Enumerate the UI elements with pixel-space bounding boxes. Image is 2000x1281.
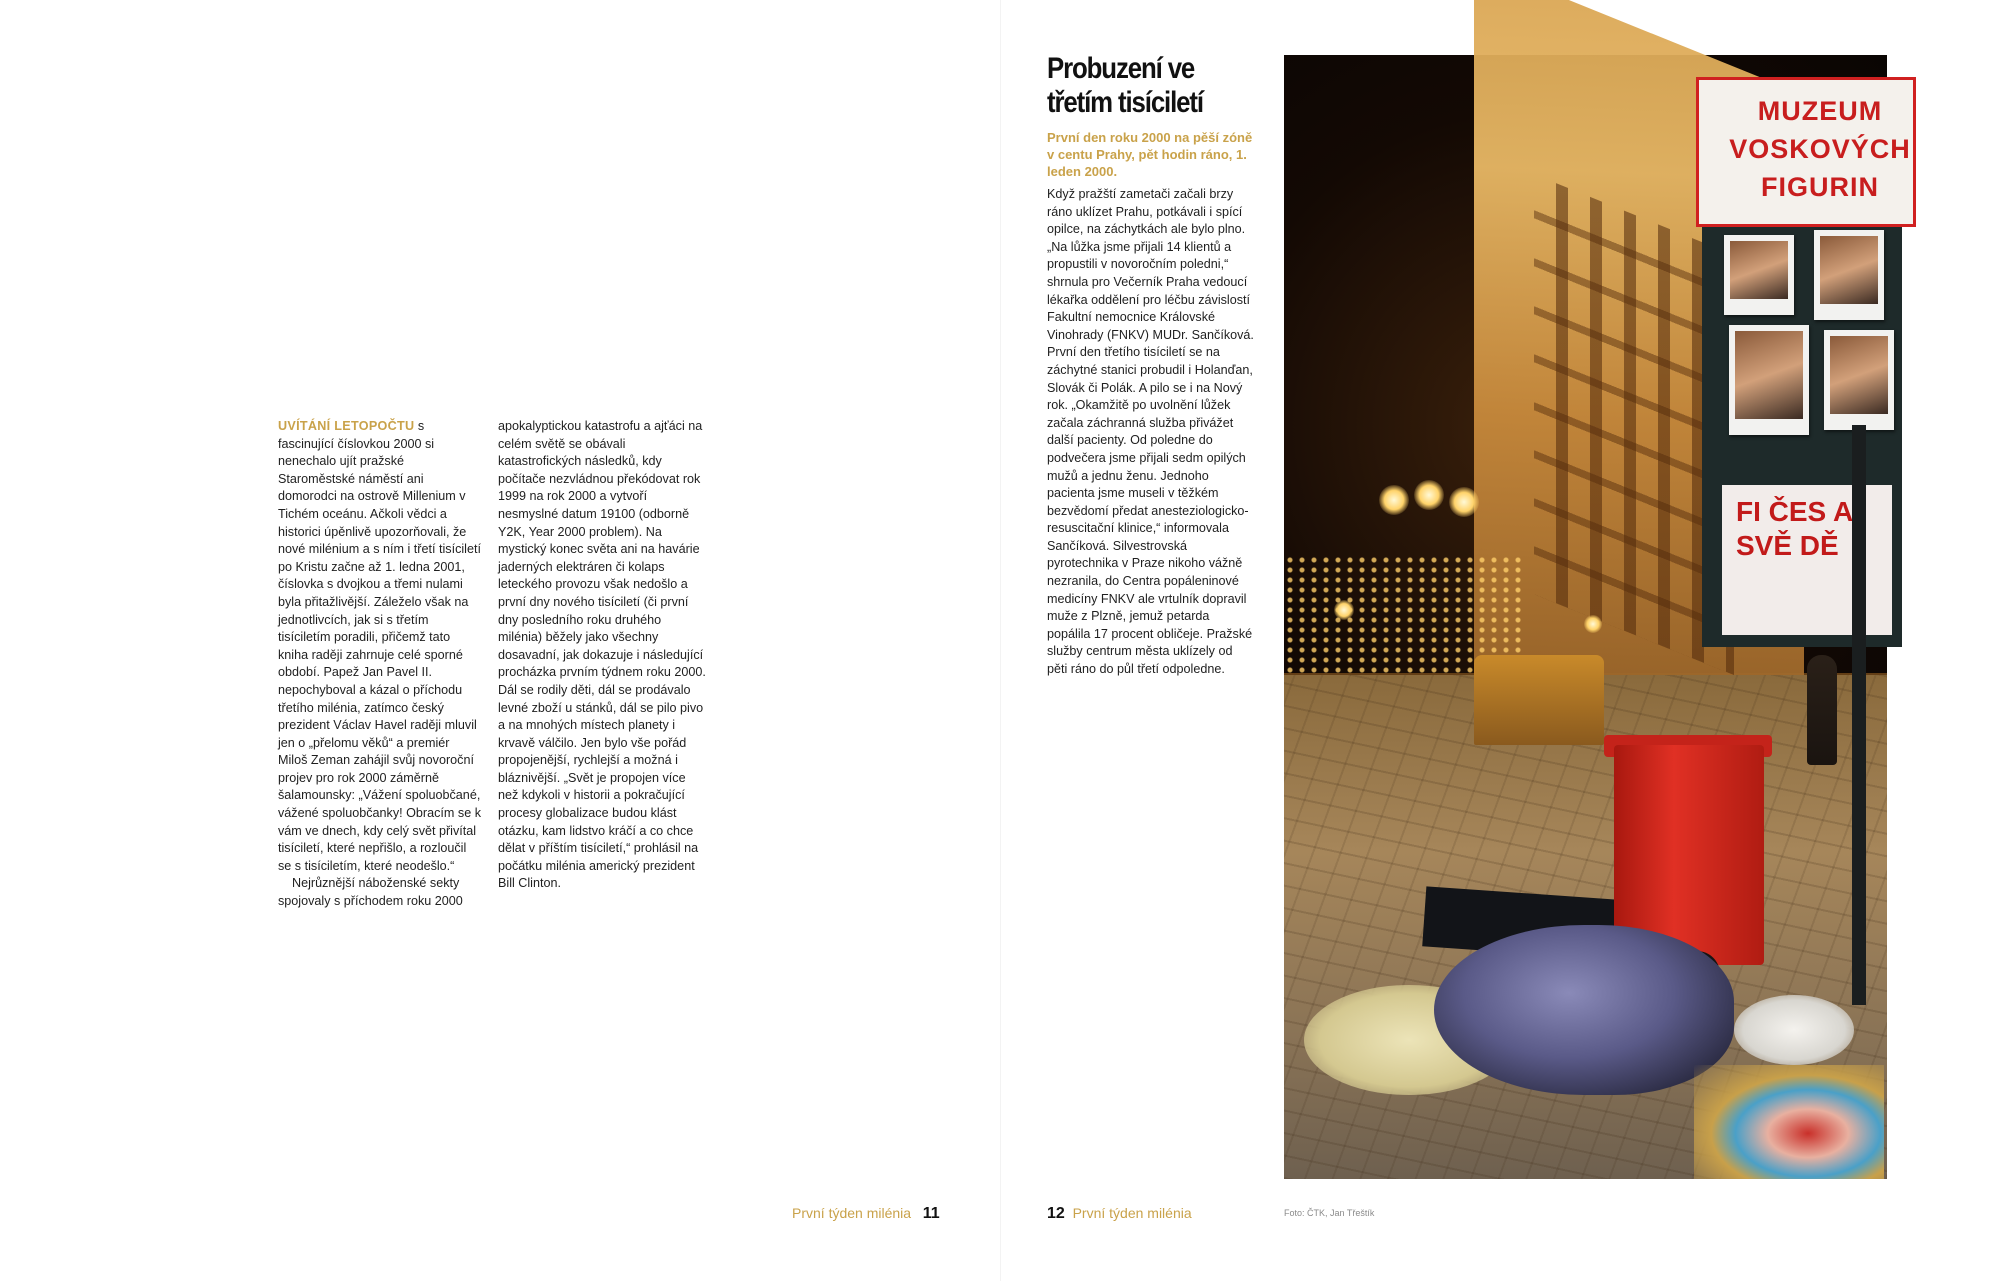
plastic-bag xyxy=(1734,995,1854,1065)
street-photo xyxy=(1284,55,1911,1179)
street-lamp xyxy=(1449,487,1479,517)
page-number: 11 xyxy=(922,1205,940,1222)
photo-card xyxy=(1814,230,1884,320)
article-title: Probuzení ve třetím tisíciletí xyxy=(1047,52,1203,119)
sleeping-man xyxy=(1434,925,1734,1095)
litter xyxy=(1694,1065,1884,1179)
spread-gutter xyxy=(1000,0,1001,1281)
photo-credit: Foto: ČTK, Jan Třeštík xyxy=(1284,1208,1375,1218)
photo-card xyxy=(1724,235,1794,315)
paragraph-2: Nejrůznější náboženské sekty spojovaly s příchodem roku 2000 xyxy=(278,876,463,909)
article-body: Když pražští zametači začali brzy ráno uklízet Prahu, potkávali i spící opilce, na záchytkách ale bylo plno. „Na lůžka jsme přijali 14 klientů a propustili v novoročním poledni,“ shrnula pro Večerník Praha vedoucí lékařka oddělení pro léčbu závislostí Fakultní nemocnice Královské Vinohrady (FNKV) MUDr. Sančíková. První den třetího tisíciletí se na záchytné stanici probudil i Holanďan, Slovák či Polák. A pilo se i na Nový rok. „Okamžitě po uvolnění lůžek začala záchranná služba přivážet další pacienty. Od poledne do podvečera jsme přijali sedm opilých mužů a jednu ženu. Jednoho pacienta jsme museli v těžkém bezvědomí předat anesteziologicko-resuscitační klinice,“ informovala Sančíková. Silvestrovská pyrotechnika v Praze nikoho vážně nezranila, do Centra popáleninové medicíny FNKV ale vrtulník dopravil muže z Plzně, jemuž petarda popálila 17 procent obličeje. Pražské služby centrum města uklízely od pěti ráno do půl třetí odpoledne. xyxy=(1047,187,1254,677)
folio-label: První týden milénia xyxy=(792,1205,912,1221)
paragraph-1 xyxy=(278,418,482,875)
photo-card xyxy=(1824,330,1894,430)
folio-right xyxy=(1047,1203,1192,1224)
museum-sign xyxy=(1696,77,1916,227)
runin-heading: UVÍTÁNÍ LETOPOČTU xyxy=(278,419,415,433)
folio-label: První týden milénia xyxy=(1072,1205,1192,1221)
street-lamp xyxy=(1584,615,1602,633)
pedestrian xyxy=(1807,655,1837,765)
red-poster-text: FI ČES A SVĚ DĚ xyxy=(1736,496,1853,561)
cleaning-truck xyxy=(1474,655,1604,745)
page-number: 12 xyxy=(1047,1205,1065,1222)
left-column-1 xyxy=(278,418,482,911)
folio-left xyxy=(792,1203,940,1224)
photo-card xyxy=(1729,325,1809,435)
right-column xyxy=(1047,186,1255,679)
museum-sign-text: MUZEUM VOSKOVÝCH FIGURIN xyxy=(1729,96,1911,202)
red-poster xyxy=(1722,485,1892,635)
street-lamp xyxy=(1334,600,1354,620)
article-subtitle: První den roku 2000 na pěší zóně v centu Prahy, pět hodin ráno, 1. leden 2000. xyxy=(1047,130,1253,179)
paragraph-1-text: s fascinující číslovkou 2000 si nenechalo ujít pražské Staroměstské náměstí ani domorodci na ostrově Millenium v Tichém oceánu. Ačkoli vědci a historici úpěnlivě upozorňovali, že nové milénium a s ním i třetí tisíciletí po Kristu začne až 1. ledna 2001, číslovka s dvojkou a třemi nulami byla přitažlivější. Záleželo však na jednotlivcích, jak si s třetím tisíciletím poradili, přičemž tato kniha raději zahrnuje celé sporné období. Papež Jan Pavel II. nepochyboval a kázal o příchodu třetího milénia, zatímco český prezident Václav Havel raději mluvil jen o „přelomu věků“ a premiér Miloš Zeman zahájil svůj novoroční projev pro rok 2000 záměrně šalamounsky: „Vážení spoluobčané, vážené spoluobčanky! Obracím se k vám ve dnech, kdy celý svět přivítal tisíciletí, které nepřišlo, a rozloučil se s tisíciletím, které neodešlo.“ xyxy=(278,419,482,873)
left-column-2 xyxy=(498,418,706,893)
lamp-pole xyxy=(1852,425,1866,1005)
street-lamp xyxy=(1379,485,1409,515)
paragraph-continued: apokalyptickou katastrofu a ajťáci na celém světě se obávali katastrofických následků, kdy počítače nezvládnou překódovat rok 1999 na rok 2000 a vytvoří nesmyslné datum 19100 (odborně Y2K, Year 2000 problem). Na mystický konec světa ani na havárie jaderných elektráren či kolaps leteckého provozu však nedošlo a první dny nového tisíciletí (či první dny posledního roku druhého milénia) běžely jako všechny dosavadní, jak dokazuje i následující procházka prvním týdnem roku 2000. Dál se rodily děti, dál se prodávalo levné zboží u stánků, dál se pilo pivo a na mnohých místech planety i krvavě válčilo. Jen bylo vše pořád propojenější, rychlejší a možná i bláznivější. „Svět je propojen více než kdykoli v historii a pokračující procesy globalizace budou klást otázku, kam lidstvo kráčí a co chce dělat v příštím tisíciletí,“ prohlásil na počátku milénia americký prezident Bill Clinton. xyxy=(498,419,706,891)
street-lamp xyxy=(1414,480,1444,510)
